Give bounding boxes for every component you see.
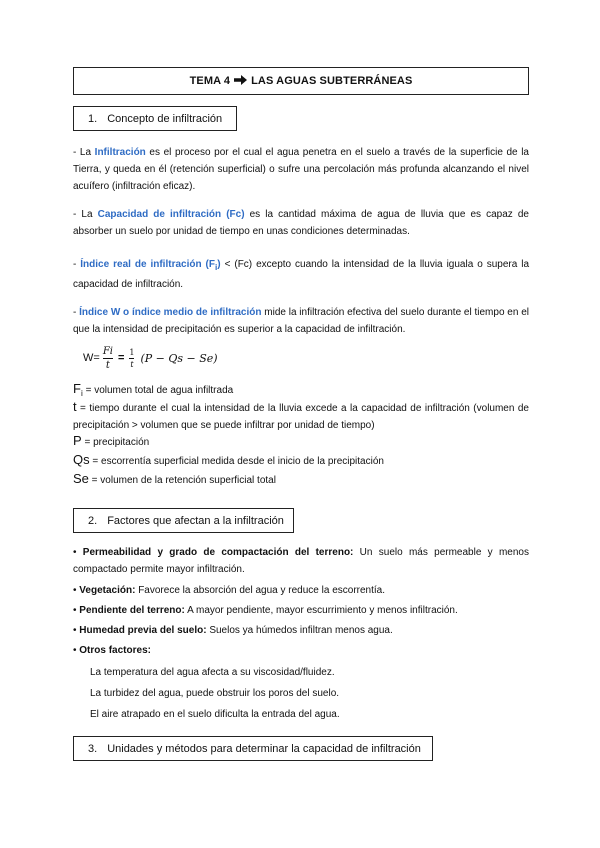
def-se-sym: Se — [73, 471, 89, 486]
p4-term: Índice W o índice medio de infiltración — [79, 307, 262, 318]
def-fi-sym: F — [73, 381, 81, 396]
sub-item-turbidez: La turbidez del agua, puede obstruir los poros del suelo. — [90, 688, 340, 699]
bullet-pendiente-label: Pendiente del terreno: — [79, 605, 185, 616]
p3-term-end: ) — [217, 259, 221, 270]
para-indice-real — [73, 256, 529, 293]
section-1-heading — [73, 106, 237, 131]
def-fi-text: = volumen total de agua infiltrada — [82, 385, 234, 396]
def-se-text: = volumen de la retención superficial total — [88, 475, 276, 486]
def-p — [73, 432, 529, 451]
formula-expr: (P − Qs − Se) — [140, 351, 218, 365]
p1-term: Infiltración — [94, 147, 146, 158]
para-infiltracion — [73, 144, 529, 195]
section-2-heading — [73, 508, 294, 533]
para-indice-w — [73, 304, 529, 338]
def-t-sym: t — [73, 399, 77, 414]
bullet-icon: • — [73, 605, 80, 616]
bullet-humedad — [73, 622, 529, 639]
section-2-title: Factores que afectan a la infiltración — [107, 514, 284, 527]
bullet-vegetacion-label: Vegetación: — [79, 585, 136, 596]
bullet-pendiente-text: A mayor pendiente, mayor escurrimiento y menos infiltración. — [184, 605, 458, 616]
sub-item-aire: El aire atrapado en el suelo dificulta la entrada del agua. — [90, 709, 340, 720]
formula-den-1: t — [105, 359, 110, 371]
section-1-number: 1. — [88, 112, 98, 125]
formula-num-2: 1 — [129, 347, 135, 357]
bullet-otros — [73, 642, 529, 659]
document-title — [73, 67, 529, 95]
def-t-text: = tiempo durante el cual la intensidad de la lluvia excede a la capacidad de infiltración (volumen de precipitación > volumen que se puede infiltrar por unidad de tiempo) — [73, 403, 529, 431]
def-qs-text: = escorrentía superficial medida desde el inicio de la precipitación — [89, 456, 384, 467]
p2-pre: - La — [73, 209, 98, 220]
bullet-pendiente — [73, 602, 529, 619]
formula-den-2: t — [130, 359, 134, 369]
p3-pre: - — [73, 259, 81, 270]
bullet-permeabilidad-text: Un suelo más permeable y menos compactado permite mayor infiltración. — [73, 547, 529, 575]
p1-pre: - La — [73, 147, 95, 158]
section-3-heading — [73, 736, 433, 761]
formula-w — [83, 343, 383, 373]
bullet-permeabilidad-label: Permeabilidad y grado de compactación del terreno: — [82, 547, 354, 558]
bullet-vegetacion-text: Favorece la absorción del agua y reduce la escorrentía. — [135, 585, 386, 596]
def-t — [73, 398, 529, 434]
p2-term: Capacidad de infiltración (Fc) — [97, 209, 245, 220]
title-right: LAS AGUAS SUBTERRÁNEAS — [251, 75, 413, 87]
bullet-vegetacion — [73, 582, 529, 599]
def-qs — [73, 451, 529, 470]
p4-pre: - — [73, 307, 80, 318]
bullet-otros-label: Otros factores: — [79, 645, 151, 656]
formula-fraction-1 — [103, 346, 113, 371]
p4-post: mide la infiltración efectiva del suelo durante el tiempo en el que la intensidad de precipitación es superior a la capacidad de infiltración. — [73, 307, 530, 335]
section-1-title: Concepto de infiltración — [107, 112, 223, 125]
p1-post: es el proceso por el cual el agua penetra en el suelo a través de la superficie de la Tierra, y queda en él (retención superficial) o sufre una percolación más profunda alcanzando el nivel acuífero (infiltración eficaz). — [73, 147, 529, 192]
sub-item-temperatura: La temperatura del agua afecta a su viscosidad/fluidez. — [90, 667, 335, 678]
bullet-icon: • — [73, 625, 80, 636]
formula-num-1: Fi — [102, 345, 113, 357]
bullet-permeabilidad — [73, 544, 529, 578]
p3-term-sub: i — [214, 262, 218, 272]
right-arrow-icon — [234, 74, 247, 88]
bullet-icon: • — [73, 547, 83, 558]
def-fi-sub: i — [80, 388, 83, 398]
p3-term: Índice real de infiltración (F — [80, 259, 215, 270]
formula-fraction-2 — [129, 348, 134, 369]
formula-eq: = — [117, 352, 125, 364]
def-se — [73, 470, 529, 489]
formula-lhs: W= — [83, 352, 100, 364]
section-3-title: Unidades y métodos para determinar la capacidad de infiltración — [107, 742, 421, 755]
bullet-humedad-text: Suelos ya húmedos infiltran menos agua. — [206, 625, 393, 636]
bullet-icon: • — [73, 645, 80, 656]
def-p-text: = precipitación — [81, 437, 150, 448]
p3-post: < (Fc) excepto cuando la intensidad de la lluvia iguala o supera la capacidad de infiltración. — [73, 259, 529, 290]
title-left: TEMA 4 — [189, 75, 231, 87]
p2-post: es la cantidad máxima de agua de lluvia que es capaz de absorber un suelo por unidad de tiempo en unas condiciones determinadas. — [73, 209, 529, 237]
bullet-icon: • — [73, 585, 80, 596]
section-2-number: 2. — [88, 514, 98, 527]
para-capacidad — [73, 206, 529, 240]
def-p-sym: P — [73, 433, 82, 448]
bullet-humedad-label: Humedad previa del suelo: — [79, 625, 207, 636]
section-3-number: 3. — [88, 742, 98, 755]
def-qs-sym: Qs — [73, 452, 90, 467]
